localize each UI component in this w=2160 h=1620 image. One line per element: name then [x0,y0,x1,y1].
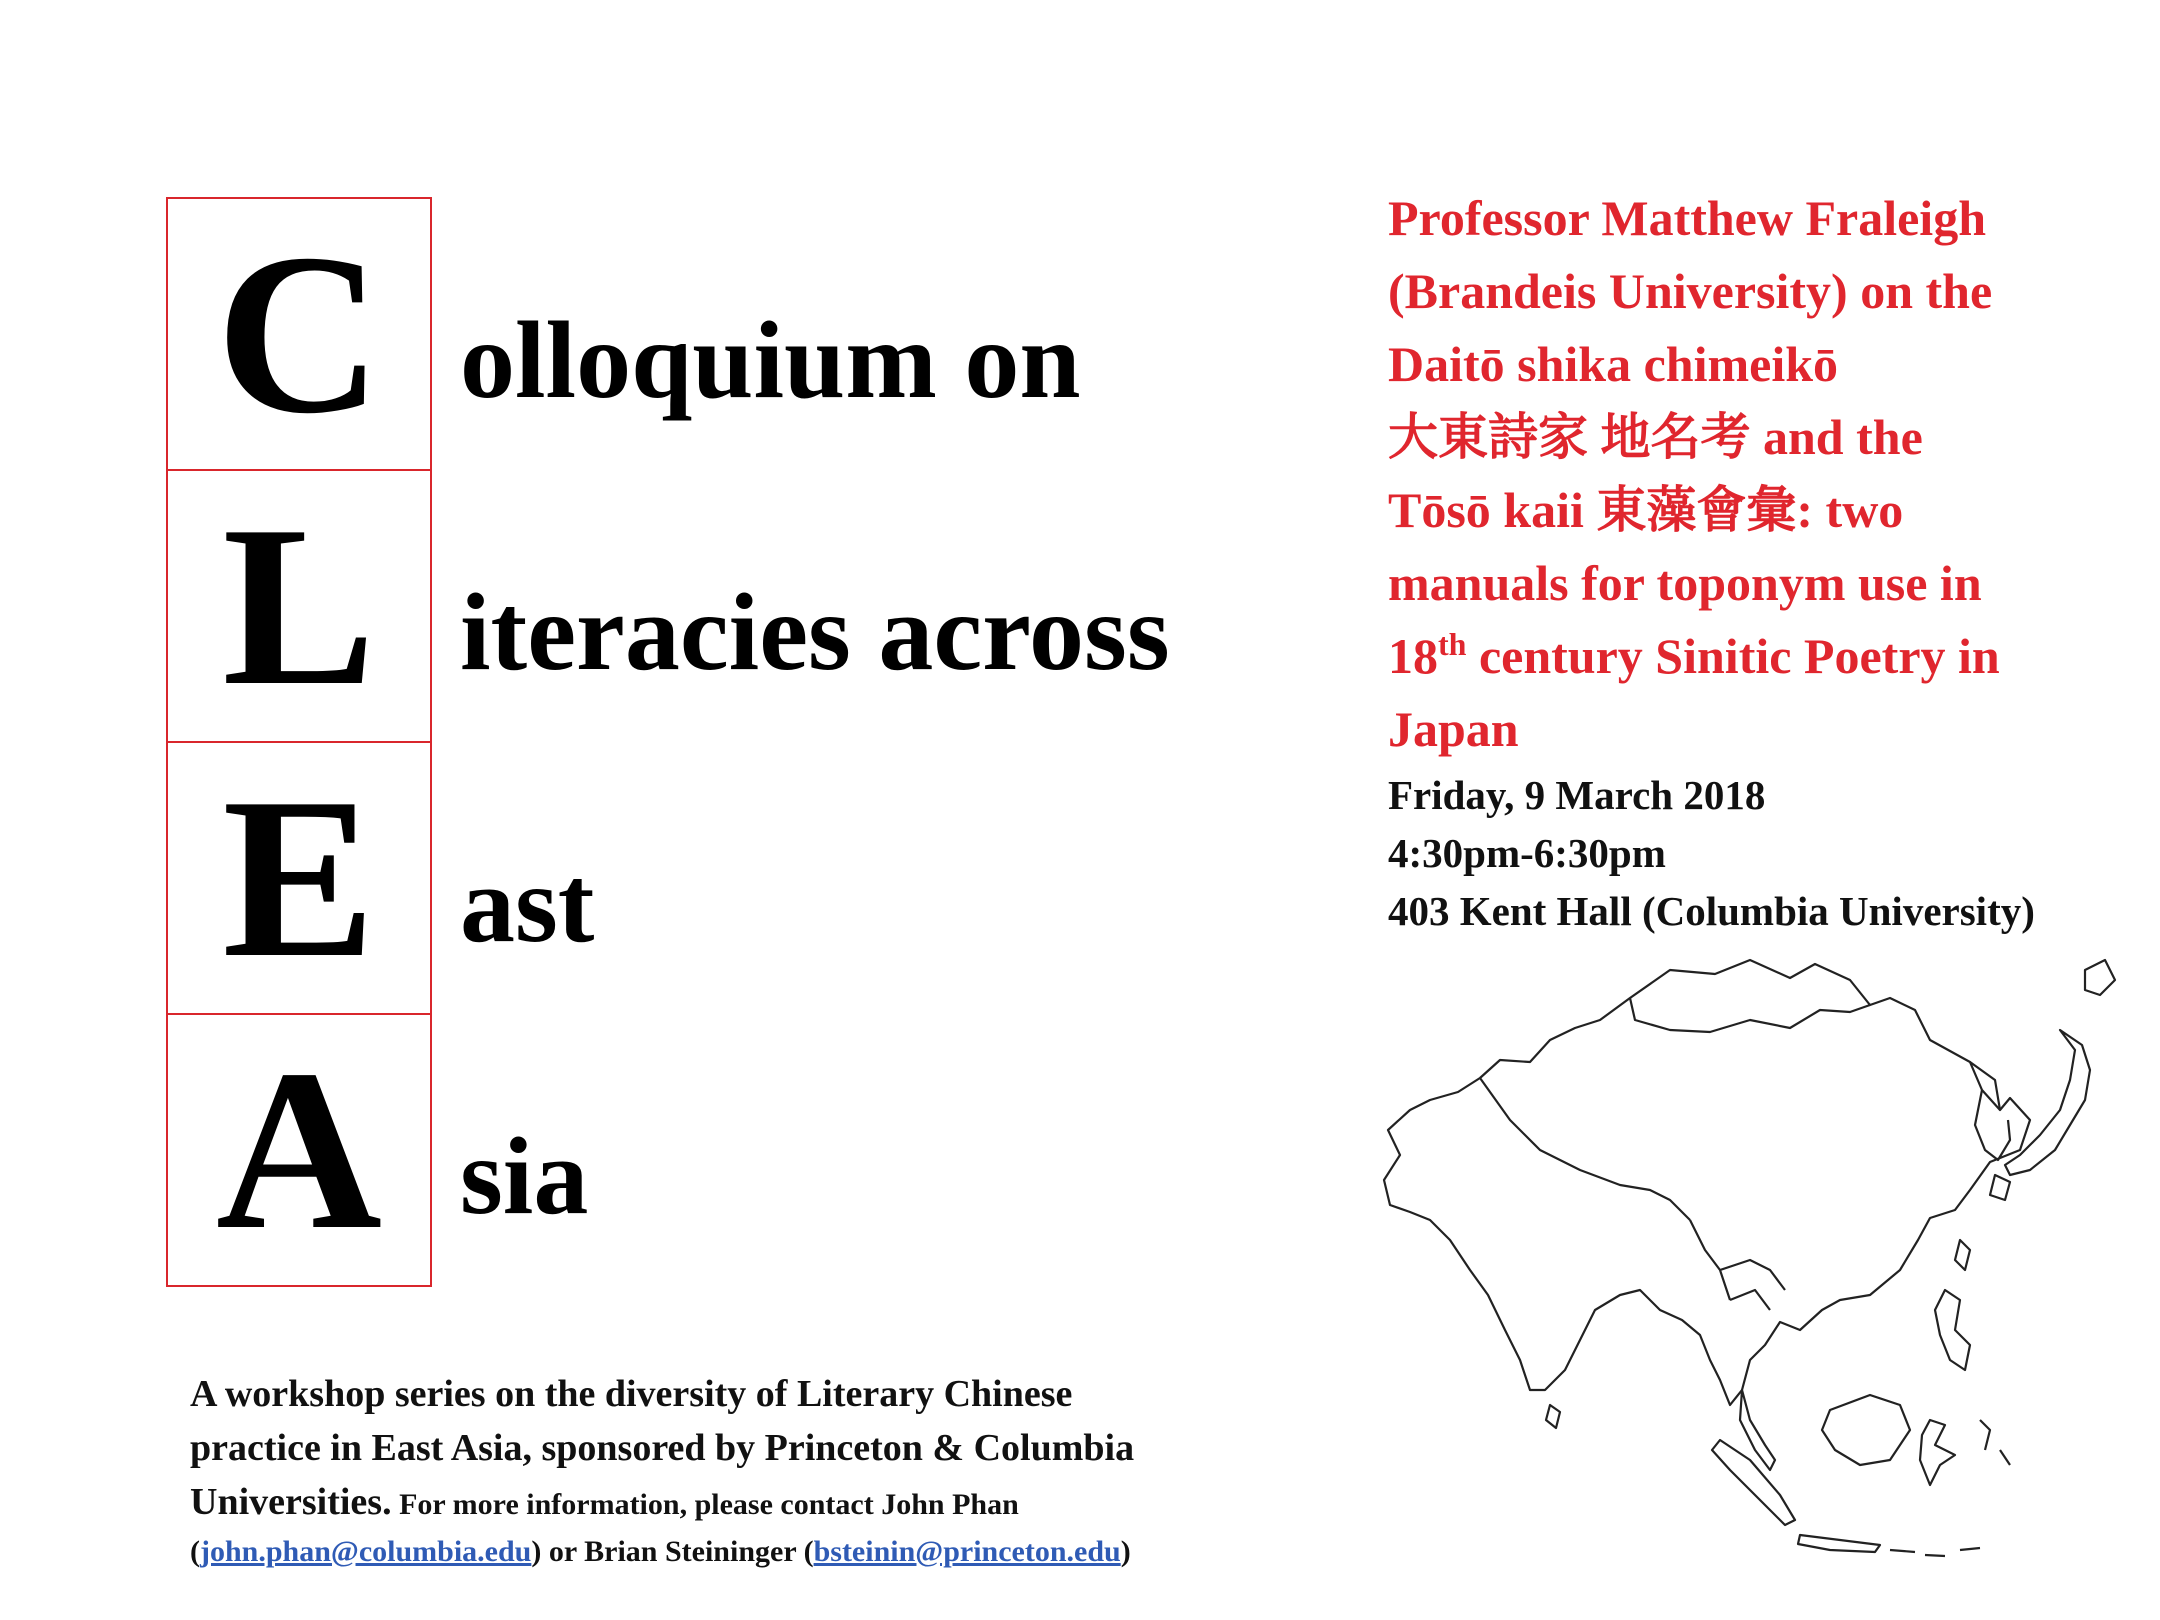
talk-title [1388,182,2148,766]
blurb-contact-line [190,1529,1350,1575]
sri-lanka [1546,1405,1560,1428]
century-rest: century Sinitic Poetry in [1466,628,2000,684]
contact-middle-text: ) or Brian Steininger ( [531,1535,814,1568]
acrostic-word-colloquium: olloquium on [460,299,1081,421]
blurb-universities: Universities. [190,1481,392,1523]
acrostic-box-column [166,197,436,1309]
indochina-borders [1690,1220,1785,1310]
sulawesi [1920,1420,1955,1485]
mongolia-border [1630,998,1870,1032]
japan-honshu [2005,1030,2090,1175]
borneo [1822,1395,1910,1465]
blurb-line: A workshop series on the diversity of Literary Chinese [190,1373,1073,1415]
email-link-brian-steininger[interactable]: bsteinin@princeton.edu [813,1535,1121,1568]
blurb-contact-intro: For more information, please contact John Phan [391,1488,1019,1521]
talk-title-line: 大東詩家 地名考 and the [1388,409,1923,465]
talk-title-line: Tōsō kaii 東藻會彙: two [1388,482,1904,538]
east-asia-outline-map-icon [1370,950,2140,1580]
paren-open: ( [190,1535,200,1568]
java [1798,1535,1880,1552]
talk-title-line: Daitō shika chimeikō [1388,336,1839,392]
japan-hokkaido [2085,960,2115,995]
acrostic-letter-e: E [222,750,376,1005]
event-details [1388,766,2035,940]
blurb-line-contact-intro [190,1475,1350,1529]
acrostic-letter-l-box [166,469,432,743]
event-time: 4:30pm-6:30pm [1388,830,1666,876]
acrostic-letter-e-box [166,741,432,1015]
acrostic-word-east: ast [460,843,595,965]
century-number: 18 [1388,628,1438,684]
lesser-sunda [1890,1548,1980,1556]
century-ordinal-suffix: th [1438,626,1467,662]
workshop-blurb [190,1367,1350,1575]
mainland-asia-outline [1384,960,2030,1405]
talk-title-line: manuals for toponym use in [1388,555,1982,611]
acrostic-word-literacies: iteracies across [460,571,1170,693]
sumatra [1712,1440,1795,1525]
talk-title-line-century [1388,620,2148,693]
talk-title-line: Japan [1388,701,1519,757]
acrostic-letter-a-box [166,1013,432,1287]
maluku [1980,1420,2010,1465]
talk-title-line: Professor Matthew Fraleigh [1388,190,1986,246]
himalaya-border [1480,1078,1690,1220]
taiwan [1955,1240,1970,1270]
talk-title-line: (Brandeis University) on the [1388,263,1993,319]
paren-close: ) [1120,1535,1131,1568]
event-location: 403 Kent Hall (Columbia University) [1388,888,2035,934]
blurb-line: practice in East Asia, sponsored by Princeton & Columbia [190,1427,1135,1469]
email-link-john-phan[interactable]: john.phan@columbia.edu [200,1535,532,1568]
acrostic-letter-a: A [215,1022,383,1277]
acrostic-letter-l: L [222,478,376,733]
philippines [1935,1290,1970,1370]
japan-kyushu [1990,1175,2010,1200]
event-date: Friday, 9 March 2018 [1388,772,1766,818]
acrostic-letter-c: C [215,206,383,461]
acrostic-letter-c-box [166,197,432,471]
acrostic-word-asia: sia [460,1115,589,1237]
